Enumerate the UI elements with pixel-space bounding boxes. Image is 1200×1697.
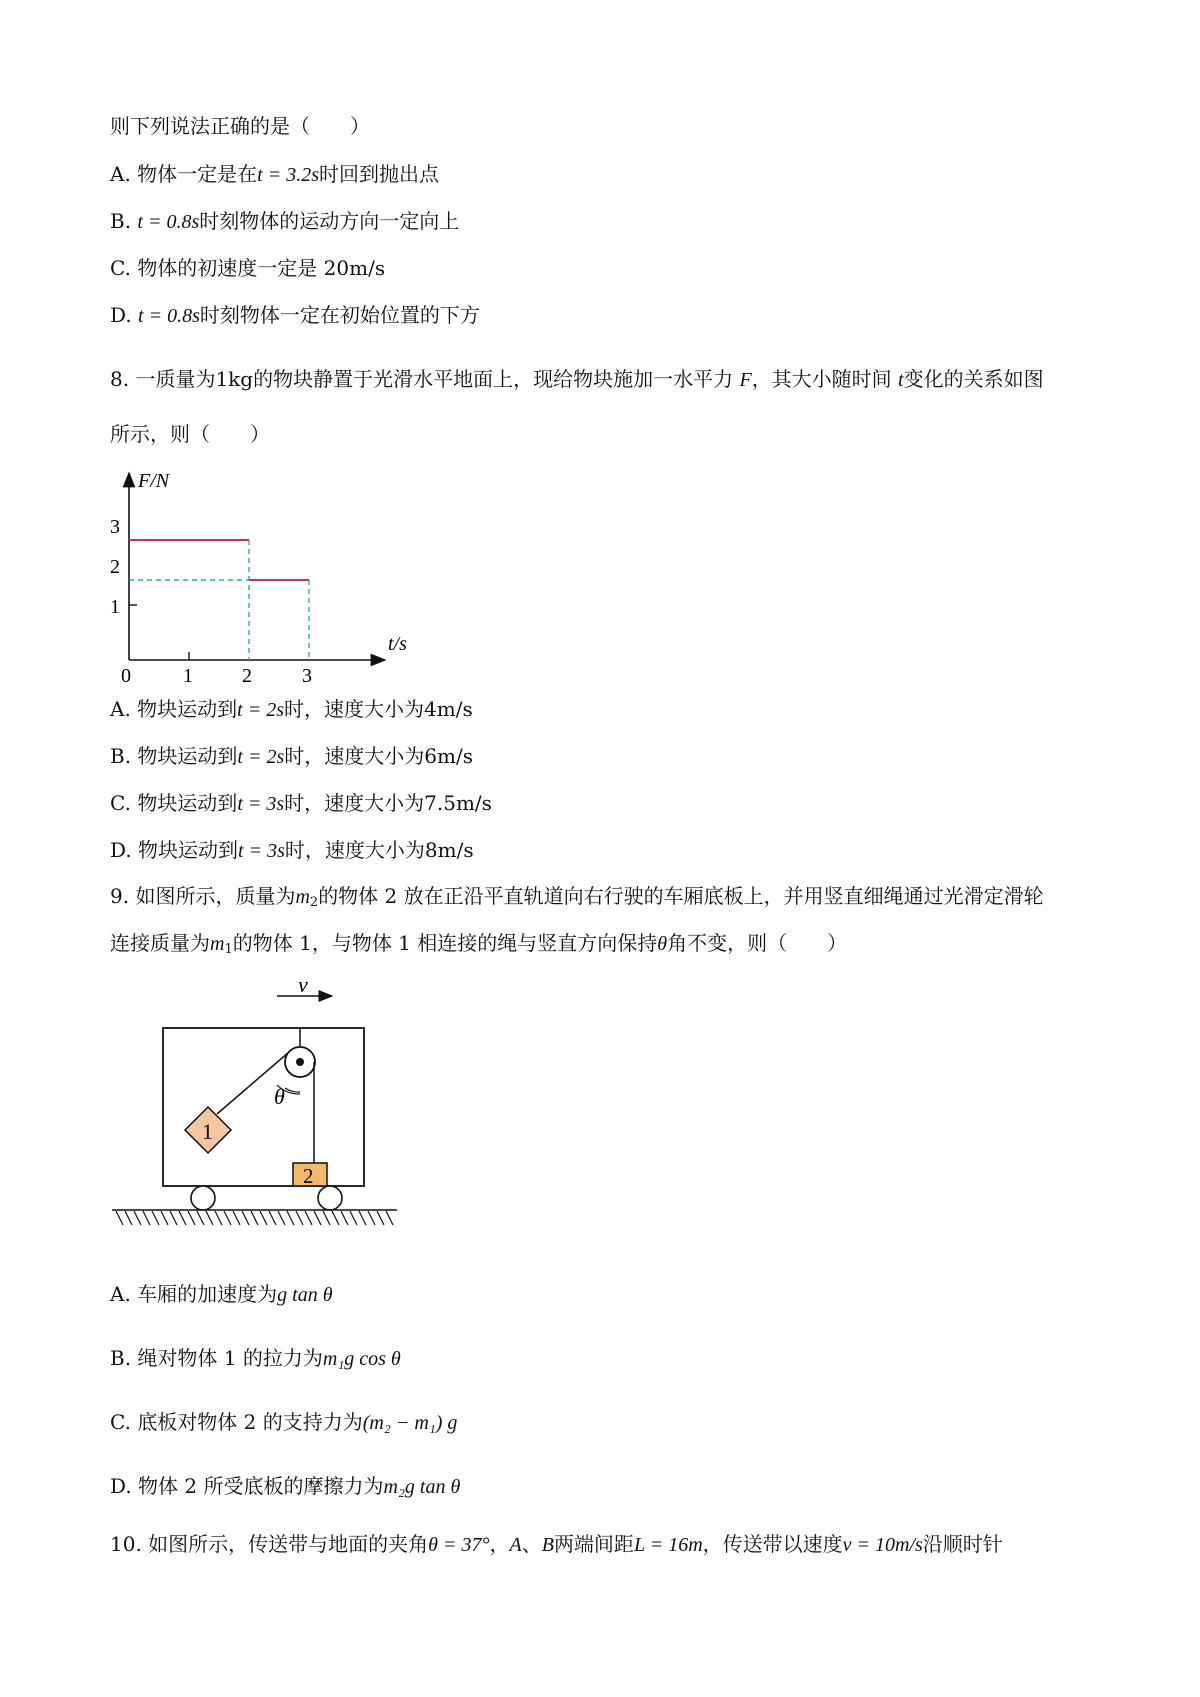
theta-label: θ — [274, 1084, 285, 1109]
hatch-mark — [206, 1211, 213, 1225]
q8-stem-line2: 所示，则（ ） — [110, 422, 270, 446]
hatch-mark — [269, 1211, 276, 1225]
block-2-label: 2 — [303, 1164, 314, 1188]
ground-hatch — [116, 1211, 393, 1225]
q7-option-c: C. 物体的初速度一定是 20m/s — [110, 256, 386, 280]
q10-stem-line1: 10. 如图所示，传送带与地面的夹角θ = 37°，A、B两端间距L = 16m，传送带以速度v = 10m/s沿顺时针 — [110, 1532, 1003, 1556]
q9-option-b: B. 绳对物体 1 的拉力为m₁g cos θ — [110, 1346, 401, 1370]
y-tick-label-1: 1 — [110, 596, 120, 618]
x-tick-label-1: 1 — [183, 665, 193, 687]
y-tick-label-2: 2 — [110, 556, 120, 578]
hatch-mark — [179, 1211, 186, 1225]
hatch-mark — [350, 1211, 357, 1225]
hatch-mark — [242, 1211, 249, 1225]
x-tick-label-2: 2 — [242, 665, 252, 687]
q9-stem-line2: 连接质量为$m_1$的物体 1，与物体 1 相连接的绳与竖直方向保持θ角不变，则（ ） — [110, 931, 848, 957]
hatch-mark — [161, 1211, 168, 1225]
q8-option-b: B. 物块运动到t = 2s时，速度大小为6m/s — [110, 744, 473, 768]
q7-option-a: A. 物体一定是在t = 3.2s时回到抛出点 — [110, 162, 440, 186]
hatch-mark — [368, 1211, 375, 1225]
pulley-axle — [296, 1058, 304, 1066]
hatch-mark — [197, 1211, 204, 1225]
hatch-mark — [386, 1211, 393, 1225]
carriage-box — [163, 1028, 364, 1186]
hatch-mark — [260, 1211, 267, 1225]
hatch-mark — [296, 1211, 303, 1225]
hatch-mark — [314, 1211, 321, 1225]
q7-option-b: B. t = 0.8s时刻物体的运动方向一定向上 — [110, 209, 460, 233]
q7-stem-tail: 则下列说法正确的是（ ） — [110, 114, 370, 138]
velocity-label: v — [298, 972, 308, 997]
x-tick-label-3: 3 — [302, 665, 312, 687]
hatch-mark — [224, 1211, 231, 1225]
hatch-mark — [323, 1211, 330, 1225]
wheel-right — [318, 1186, 342, 1210]
x-axis-label: t/s — [388, 633, 407, 655]
hatch-mark — [143, 1211, 150, 1225]
block-1-label: 1 — [202, 1119, 213, 1144]
q8-option-c: C. 物块运动到t = 3s时，速度大小为7.5m/s — [110, 791, 492, 815]
q9-option-c: C. 底板对物体 2 的支持力为(m₂ − m₁) g — [110, 1410, 458, 1434]
hatch-mark — [287, 1211, 294, 1225]
q9-option-a: A. 车厢的加速度为g tan θ — [110, 1282, 333, 1306]
y-tick-label-3: 3 — [110, 516, 120, 538]
hatch-mark — [188, 1211, 195, 1225]
hatch-mark — [134, 1211, 141, 1225]
q8-stem-line1: 8. 一质量为1kg的物块静置于光滑水平地面上，现给物块施加一水平力 F，其大小随时间 t变化的关系如图 — [110, 367, 1044, 391]
hatch-mark — [152, 1211, 159, 1225]
hatch-mark — [116, 1211, 123, 1225]
x-tick-label-0: 0 — [121, 665, 131, 687]
hatch-mark — [125, 1211, 132, 1225]
wheel-left — [191, 1186, 215, 1210]
hatch-mark — [359, 1211, 366, 1225]
hatch-mark — [332, 1211, 339, 1225]
hatch-mark — [170, 1211, 177, 1225]
hatch-mark — [233, 1211, 240, 1225]
y-axis-label: F/N — [138, 470, 170, 492]
hatch-mark — [377, 1211, 384, 1225]
hatch-mark — [305, 1211, 312, 1225]
hatch-mark — [278, 1211, 285, 1225]
q9-stem-line1: 9. 如图所示，质量为$m_2$的物体 2 放在正沿平直轨道向右行驶的车厢底板上，并用竖直细绳通过光滑定滑轮 — [110, 884, 1044, 910]
q7-option-d: D. t = 0.8s时刻物体一定在初始位置的下方 — [110, 303, 480, 327]
q8-option-d: D. 物块运动到t = 3s时，速度大小为8m/s — [110, 838, 474, 862]
hatch-mark — [251, 1211, 258, 1225]
q8-option-a: A. 物块运动到t = 2s时，速度大小为4m/s — [110, 697, 473, 721]
hatch-mark — [341, 1211, 348, 1225]
q9-option-d: D. 物体 2 所受底板的摩擦力为m₂g tan θ — [110, 1474, 461, 1498]
hatch-mark — [215, 1211, 222, 1225]
